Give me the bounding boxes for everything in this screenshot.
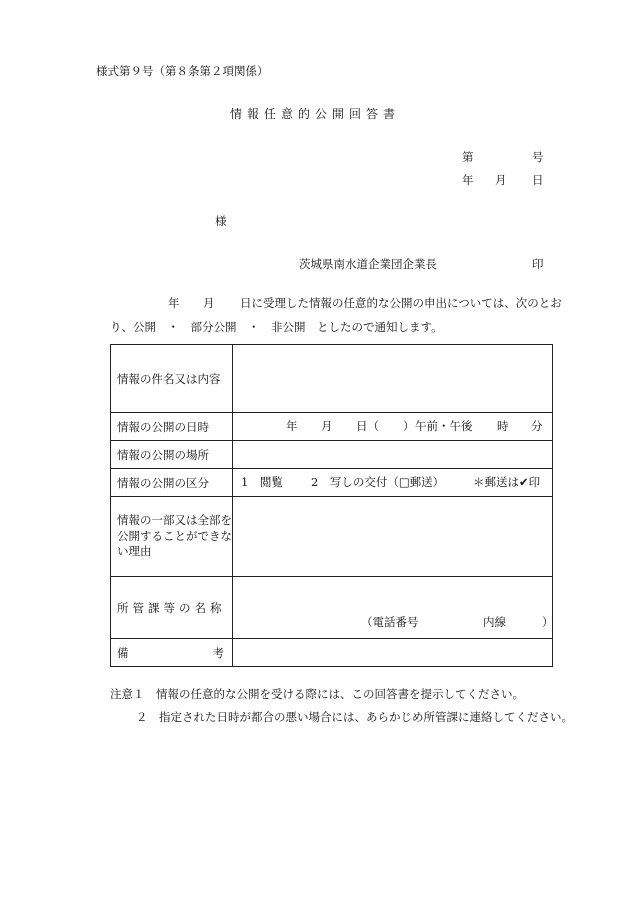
remarks-char-a: 備 <box>117 645 129 660</box>
label-datetime: 情報の公開の日時 <box>111 413 233 441</box>
body-year: 年 <box>168 296 180 310</box>
date-day: 日 <box>532 173 544 187</box>
document-title: 情報任意的公開回答書 <box>229 107 400 121</box>
value-datetime[interactable] <box>233 413 553 441</box>
row-dept <box>111 577 553 639</box>
label-dept: 所管課等の名称 <box>111 577 233 639</box>
row-subject <box>111 345 553 413</box>
dt-year: 年 <box>286 419 298 433</box>
dt-month: 月 <box>321 419 333 433</box>
row-method <box>111 469 553 497</box>
form-number: 様式第９号（第８条第２項関係） <box>96 64 269 78</box>
value-reason[interactable] <box>233 497 553 577</box>
response-table <box>110 344 553 667</box>
value-remarks[interactable] <box>233 639 553 667</box>
body-month: 月 <box>203 296 215 310</box>
row-remarks <box>111 639 553 667</box>
dt-paren-close: ） <box>403 419 415 433</box>
dt-day: 日（ <box>356 419 379 433</box>
dept-ext: 内線 <box>483 615 506 629</box>
dt-hour: 時 <box>497 419 509 433</box>
row-datetime <box>111 413 553 441</box>
label-reason: 情報の一部又は全部を公開することができない理由 <box>111 497 233 577</box>
dept-phone: （電話番号 <box>361 615 419 629</box>
value-method <box>233 469 553 497</box>
label-subject: 情報の件名又は内容 <box>111 345 233 413</box>
addressee-suffix: 様 <box>215 214 227 228</box>
dt-ampm: 午前・午後 <box>415 419 473 433</box>
value-subject[interactable] <box>233 345 553 413</box>
method-note: ＊郵送は✔印 <box>473 475 541 489</box>
label-method: 情報の公開の区分 <box>111 469 233 497</box>
method-option-view[interactable]: 1 閲覧 <box>241 475 283 489</box>
note-1: 注意１ 情報の任意的な公開を受ける際には、この回答書を提示してください。 <box>110 687 524 701</box>
row-place <box>111 441 553 469</box>
method-option-copy[interactable]: 2 写しの交付（□郵送） <box>311 475 445 489</box>
label-place: 情報の公開の場所 <box>111 441 233 469</box>
issuer-name: 茨城県南水道企業団企業長 <box>299 257 437 271</box>
seal-mark: 印 <box>532 257 544 271</box>
value-dept[interactable] <box>233 577 553 639</box>
label-remarks <box>111 639 233 667</box>
body-line2: り、公開 ・ 部分公開 ・ 非公開 としたので通知します。 <box>110 320 443 334</box>
date-month: 月 <box>495 173 507 187</box>
date-year: 年 <box>462 173 474 187</box>
note-2: ２ 指定された日時が都合の悪い場合には、あらかじめ所管課に連絡してください。 <box>136 710 573 724</box>
dept-close: ） <box>542 615 554 629</box>
dt-minute: 分 <box>531 419 543 433</box>
remarks-char-b: 考 <box>212 645 224 660</box>
body-line1: 日に受理した情報の任意的な公開の申出については、次のとお <box>240 296 562 310</box>
number-suffix: 号 <box>532 150 544 164</box>
number-prefix: 第 <box>462 150 474 164</box>
value-place[interactable] <box>233 441 553 469</box>
row-reason <box>111 497 553 577</box>
